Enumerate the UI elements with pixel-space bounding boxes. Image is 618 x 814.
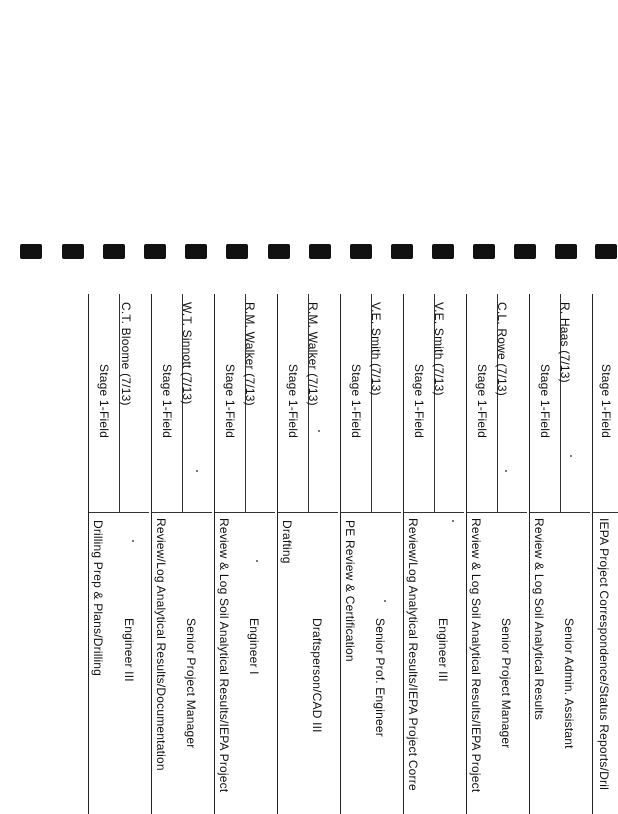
punch-hole — [226, 244, 248, 259]
task-description: Drilling Prep & Plans/Drilling — [91, 520, 105, 677]
punch-hole — [473, 244, 495, 259]
employee-name: V.E. Smith (7/13) — [369, 302, 383, 396]
stage-label: Stage 1-Field — [538, 364, 552, 438]
job-title: Engineer III — [122, 618, 136, 682]
task-description: PE Review & Certification — [343, 520, 357, 662]
task-description: Review/Log Analytical Results/Documentation — [154, 518, 168, 771]
stage-label: Stage 1-Field — [160, 364, 174, 438]
stage-label: Stage 1-Field — [97, 364, 111, 438]
row-divider — [593, 512, 618, 513]
punch-hole — [309, 244, 331, 259]
scan-speck — [505, 470, 507, 472]
stage-label: Stage 1-Field — [412, 364, 426, 438]
stage-label: Stage 1-Field — [286, 364, 300, 438]
scan-speck — [132, 540, 134, 542]
punch-hole — [595, 244, 617, 259]
row-divider — [341, 512, 401, 513]
stage-label: Stage 1-Field — [349, 364, 363, 438]
timesheet-column — [403, 294, 464, 814]
timesheet-column — [592, 294, 618, 814]
timesheet-column — [529, 294, 590, 814]
task-description: Review/Log Analytical Results/IEPA Project Corre — [406, 518, 420, 791]
punch-hole — [144, 244, 166, 259]
task-description: Review & Log Soil Analytical Results/IEPA Project — [469, 518, 483, 793]
punch-hole — [103, 244, 125, 259]
job-title: Senior Prof. Engineer — [373, 618, 387, 737]
punch-hole — [20, 244, 42, 259]
employee-name: R. Haas (7/13) — [558, 302, 572, 383]
row-divider — [215, 512, 275, 513]
scan-speck — [452, 520, 454, 522]
task-description: Review & Log Soil Analytical Results — [532, 518, 546, 720]
timesheet-column — [277, 294, 338, 814]
stage-label: Stage 1-Field — [599, 364, 613, 438]
employee-name: C.T. Bloome (7/13) — [119, 302, 133, 406]
employee-name: C.L. Rowe (7/13) — [495, 302, 509, 396]
row-divider — [278, 512, 338, 513]
job-title: Draftsperson/CAD III — [310, 618, 324, 733]
scan-speck — [318, 430, 320, 432]
timesheet-column — [340, 294, 401, 814]
stage-label: Stage 1-Field — [223, 364, 237, 438]
task-description: Review & Log Soil Analytical Results/IEPA Project — [217, 518, 231, 793]
punch-hole — [514, 244, 536, 259]
timesheet-column — [214, 294, 275, 814]
task-description: IEPA Project Correspondence/Status Reports/Dril — [597, 518, 611, 790]
timesheet-column — [88, 294, 149, 814]
punch-hole — [62, 244, 84, 259]
job-title: Engineer I — [247, 618, 261, 675]
scan-speck — [256, 560, 258, 562]
scan-speck — [384, 600, 386, 602]
punch-hole — [391, 244, 413, 259]
punch-hole — [268, 244, 290, 259]
scan-speck — [570, 455, 572, 457]
job-title: Engineer III — [436, 618, 450, 682]
employee-name: W.T. Sinnott (7/13) — [180, 302, 194, 405]
employee-name: V.E. Smith (7/13) — [432, 302, 446, 396]
employee-name: R.M. Walker (7/13) — [243, 302, 257, 406]
punch-hole — [185, 244, 207, 259]
row-divider — [467, 512, 527, 513]
scan-speck — [196, 470, 198, 472]
stage-label: Stage 1-Field — [475, 364, 489, 438]
row-divider — [152, 512, 212, 513]
row-divider — [530, 512, 590, 513]
job-title: Senior Admin. Assistant — [562, 618, 576, 749]
employee-name: R.M. Walker (7/13) — [306, 302, 320, 406]
timesheet-column — [466, 294, 527, 814]
task-description: Drafting — [280, 520, 294, 564]
punch-hole — [350, 244, 372, 259]
row-divider — [404, 512, 464, 513]
punch-hole — [432, 244, 454, 259]
job-title: Senior Project Manager — [184, 618, 198, 749]
row-divider — [89, 512, 149, 513]
punch-hole — [555, 244, 577, 259]
job-title: Senior Project Manager — [499, 618, 513, 749]
timesheet-column — [151, 294, 212, 814]
